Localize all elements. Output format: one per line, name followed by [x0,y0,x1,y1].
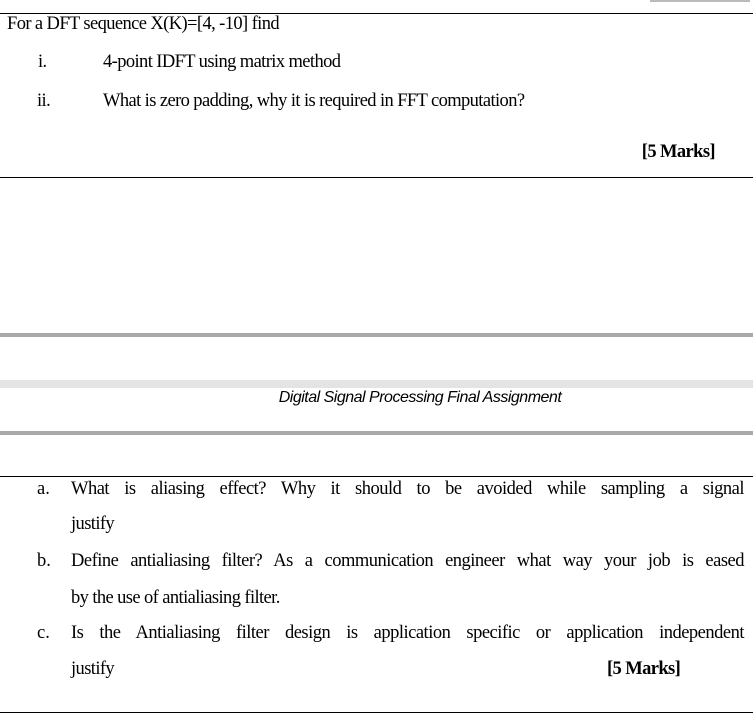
footer-band [0,380,753,388]
table2-border-bottom [0,712,753,713]
question2-item-line: justify [71,514,115,534]
question1-item-marker: i. [38,52,47,72]
question1-item-text: 4-point IDFT using matrix method [103,52,341,72]
question2-item-marker: c. [37,623,50,643]
question2-item-line: What is aliasing effect? Why it should to be avoided while sampling a signal [71,479,744,499]
question2-item-marker: a. [37,479,50,499]
footer-rule-bottom [0,431,753,435]
question2-item-line: by the use of antialiasing filter. [71,588,280,608]
question2-marks: [5 Marks] [607,659,681,679]
table-border-bottom [0,177,753,178]
page-artifact [650,0,750,2]
question2-item-line: Define antialiasing filter? As a communication engineer what way your job is eased [71,551,744,571]
question2-item-line: justify [71,659,115,679]
table2-border-top [0,476,753,477]
question1-marks: [5 Marks] [641,142,715,162]
footer-title: Digital Signal Processing Final Assignment [278,389,562,406]
question2-item-marker: b. [37,551,51,571]
footer-rule-top [0,333,753,337]
question2-item-line: Is the Antialiasing filter design is application specific or application independent [71,623,744,643]
question1-item-text: What is zero padding, why it is required in FFT computation? [103,91,525,111]
question1-item-marker: ii. [37,91,51,111]
question1-intro: For a DFT sequence X(K)=[4, -10] find [7,14,280,34]
